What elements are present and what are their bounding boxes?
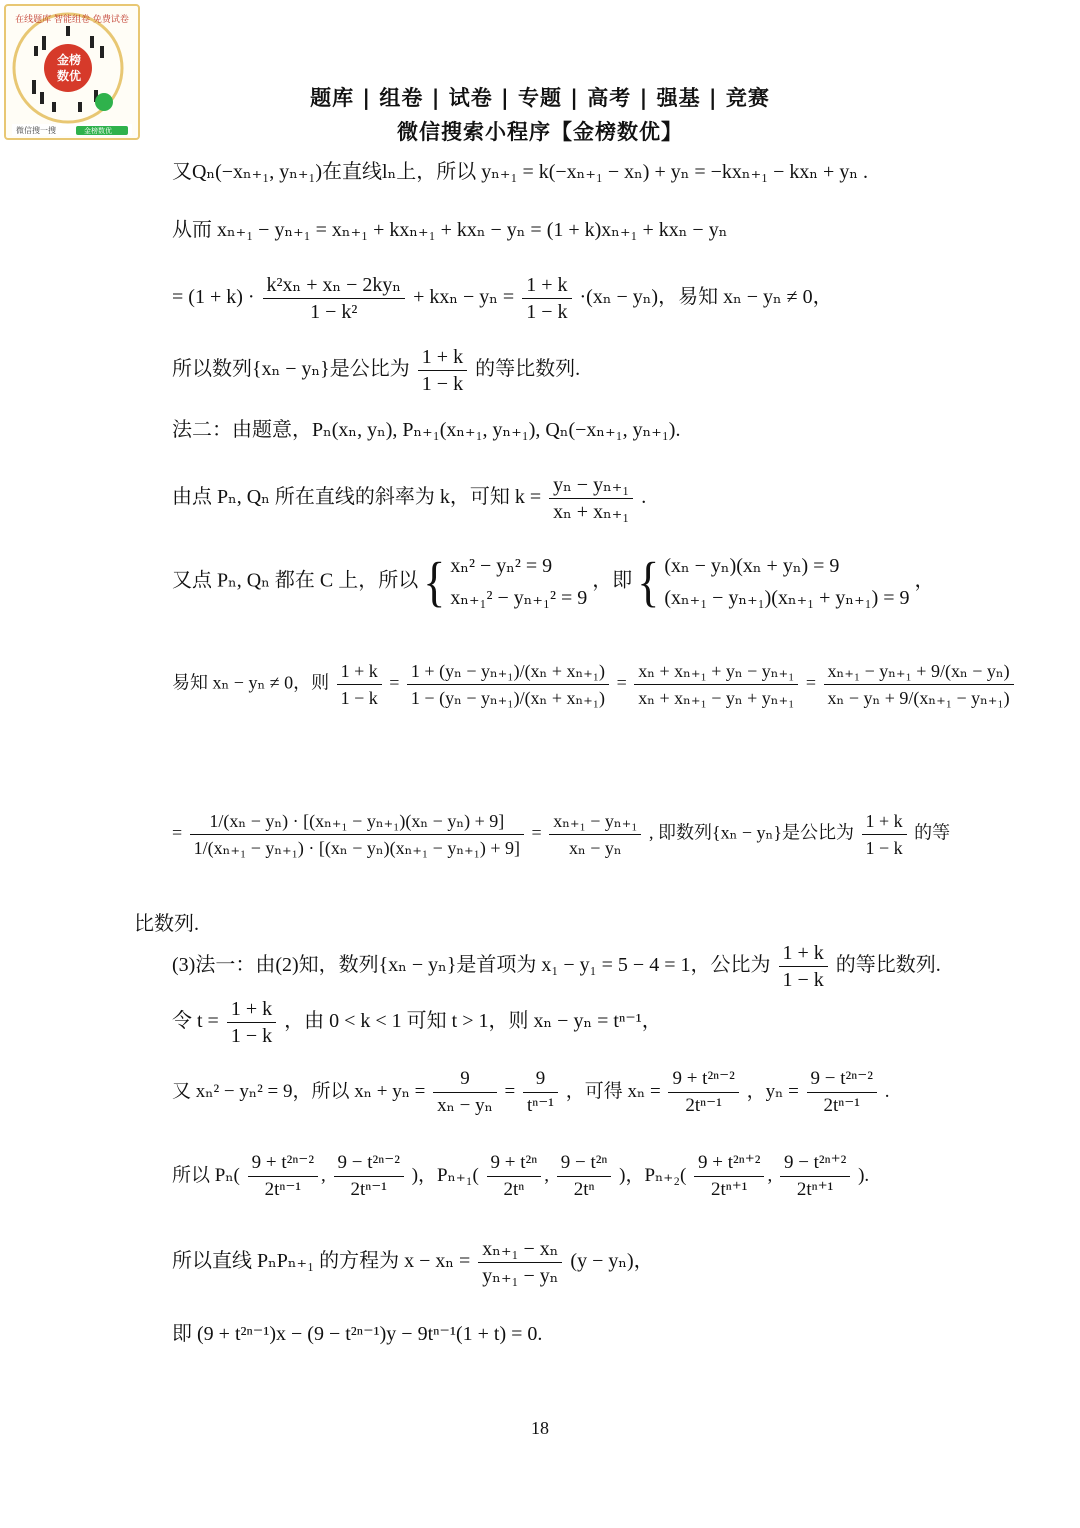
l13-post: . — [884, 1080, 890, 1102]
math-line-16: 即 (9 + t²ⁿ⁻¹)x − (9 − t²ⁿ⁻¹)y − 9tⁿ⁻¹(1 + t) = 0. — [172, 1323, 543, 1345]
l13-mid: ，可得 xₙ = — [565, 1080, 661, 1102]
l7-brace-1: { — [423, 550, 446, 612]
l7-post: ， — [914, 569, 935, 592]
math-line-3 — [172, 272, 833, 325]
l15-frac: $\frac{\text{xₙ₊₁ − xₙ}}{\text{yₙ₊₁ − yₙ}}$ — [478, 1236, 562, 1289]
header-links[interactable]: 题库 | 组卷 | 试卷 | 专题 | 高考 | 强基 | 竞赛 — [310, 86, 770, 110]
l13-frac-2: $\frac{9}{\text{tⁿ⁻¹}}$ — [523, 1066, 558, 1119]
l13-frac-1: $\frac{9}{\text{xₙ − yₙ}}$ — [433, 1066, 497, 1119]
logo-center-text-1: 金榜 — [56, 53, 81, 67]
l3-pre: = (1 + k) · — [172, 286, 255, 309]
l3-frac-1: $\frac{\text{k²xₙ + xₙ − 2kyₙ}}{\text{1 − k²}}$ — [263, 272, 406, 325]
l3-post: ·(xₙ − yₙ)，易知 xₙ − yₙ ≠ 0， — [579, 286, 833, 309]
header-subtitle: 微信搜索小程序【金榜数优】 — [397, 120, 683, 144]
l6-post: . — [641, 486, 647, 509]
logo-bottom-text: 微信搜一搜 — [16, 126, 56, 135]
l15-pre: 所以直线 PₙPₙ₊₁ 的方程为 x − xₙ = — [172, 1250, 471, 1273]
l9-frac-2: $\frac{\text{xₙ₊₁ − yₙ₊₁}}{\text{xₙ − yₙ}}$ — [549, 808, 641, 861]
l9-frac-1: $\frac{\text{1/(xₙ − yₙ) · [(xₙ₊₁ − yₙ₊₁)(xₙ − yₙ) + 9]}}{\text{1/(xₙ₊₁ − yₙ₊₁) · [(xₙ − yₙ)(xₙ₊₁ − yₙ₊₁) + 9]}}$ — [190, 808, 524, 861]
l14-p1: 所以 Pₙ( — [172, 1164, 240, 1186]
math-line-2: 从而 xₙ₊₁ − yₙ₊₁ = xₙ₊₁ + kxₙ₊₁ + kxₙ − yₙ = (1 + k)xₙ₊₁ + kxₙ − yₙ — [172, 219, 728, 241]
l7-system-2: (xₙ − yₙ)(xₙ + yₙ) = 9 (xₙ₊₁ − yₙ₊₁)(xₙ₊₁ + yₙ₊₁) = 9 — [664, 555, 910, 609]
l6-pre: 由点 Pₙ, Qₙ 所在直线的斜率为 k，可知 k = — [172, 486, 542, 509]
math-line-11 — [172, 940, 941, 993]
l4-pre: 所以数列{xₙ − yₙ}是公比为 — [172, 358, 410, 381]
l7-mid: ，即 — [592, 569, 633, 592]
l6-frac: $\frac{\text{yₙ − yₙ₊₁}}{\text{xₙ + xₙ₊₁}}$ — [549, 472, 633, 525]
l8-pre: 易知 xₙ − yₙ ≠ 0，则 — [172, 672, 330, 693]
l9-frac-3: $\frac{1 + k}{1 - k}$ — [862, 808, 907, 861]
l13-eq: = — [504, 1080, 516, 1102]
l4-post: 的等比数列. — [475, 358, 581, 381]
l9-post: 的等 — [914, 822, 951, 843]
l9-mid: , 即数列{xₙ − yₙ}是公比为 — [648, 822, 854, 843]
l4-frac: $\frac{1 + k}{1 - k}$ — [418, 344, 467, 397]
l15-post: (y − yₙ)， — [570, 1250, 654, 1273]
math-line-1: 又Qₙ(−xₙ₊₁, yₙ₊₁)在直线lₙ上，所以 yₙ₊₁ = k(−xₙ₊₁ − xₙ) + yₙ = −kxₙ₊₁ − kxₙ + yₙ . — [172, 161, 868, 183]
l12-post: ，由 0 < k < 1 可知 t > 1，则 xₙ − yₙ = tⁿ⁻¹， — [284, 1010, 662, 1033]
l8-frac-3: $\frac{\text{xₙ + xₙ₊₁ + yₙ − yₙ₊₁}}{\text{xₙ + xₙ₊₁ − yₙ + yₙ₊₁}}$ — [634, 658, 798, 711]
l11-post: 的等比数列. — [835, 954, 941, 977]
l8-frac-1: $\frac{1 + k}{1 - k}$ — [337, 658, 382, 711]
l14-frac-c1: $\frac{\text{9 + t²ⁿ⁺²}}{\text{2tⁿ⁺¹}}$ — [694, 1150, 764, 1203]
l11-frac: $\frac{1 + k}{1 - k}$ — [779, 940, 828, 993]
math-line-5: 法二：由题意，Pₙ(xₙ, yₙ), Pₙ₊₁(xₙ₊₁, yₙ₊₁), Qₙ(−xₙ₊₁, yₙ₊₁). — [172, 419, 681, 441]
math-line-8: 易知 xₙ − yₙ ≠ 0，则 $\frac{1 + k}{1 - k}$ = $\frac{\text{1 + (yₙ − yₙ₊₁)/(xₙ + xₙ₊₁)}}{\text{1 − (yₙ − yₙ₊₁)/(xₙ + xₙ₊₁)}}$ = $\frac{\text{xₙ + xₙ₊₁ + yₙ − yₙ₊₁}}{\text{xₙ + xₙ₊₁ − yₙ + yₙ₊₁}}$ = $\frac{\text{xₙ₊₁ − yₙ₊₁ + 9/(xₙ − yₙ)}}{\text{xₙ − yₙ + 9/(xₙ₊₁ − yₙ₊₁)}}$ — [172, 658, 1017, 711]
l7-brace-2: { — [637, 550, 660, 612]
l13-mid2: ，yₙ = — [746, 1080, 799, 1102]
logo-arc-text: 在线题库 智能组卷 免费试卷 — [15, 15, 129, 25]
page-number: 18 — [531, 1418, 549, 1438]
math-line-4 — [172, 344, 580, 397]
l7-pre: 又点 Pₙ, Qₙ 都在 C 上，所以 — [172, 569, 419, 592]
l14-frac-a1: $\frac{\text{9 + t²ⁿ⁻²}}{\text{2tⁿ⁻¹}}$ — [248, 1150, 318, 1203]
logo-center-text-2: 数优 — [56, 69, 81, 83]
l14-frac-b2: $\frac{\text{9 − t²ⁿ}}{\text{2tⁿ}}$ — [557, 1150, 612, 1203]
l14-frac-c2: $\frac{\text{9 − t²ⁿ⁺²}}{\text{2tⁿ⁺¹}}$ — [780, 1150, 850, 1203]
l14-p4: ). — [858, 1164, 870, 1186]
l8-frac-4: $\frac{\text{xₙ₊₁ − yₙ₊₁ + 9/(xₙ − yₙ)}}{\text{xₙ − yₙ + 9/(xₙ₊₁ − yₙ₊₁)}}$ — [824, 658, 1014, 711]
l7-system-1: xₙ² − yₙ² = 9 xₙ₊₁² − yₙ₊₁² = 9 — [450, 555, 588, 609]
math-line-9: = $\frac{\text{1/(xₙ − yₙ) · [(xₙ₊₁ − yₙ₊₁)(xₙ − yₙ) + 9]}}{\text{1/(xₙ₊₁ − yₙ₊₁) · [(xₙ − yₙ)(xₙ₊₁ − yₙ₊₁) + 9]}}$ = $\frac{\text{xₙ₊₁ − yₙ₊₁}}{\text{xₙ − yₙ}}$ , 即数列{xₙ − yₙ}是公比为 $\frac{1 + k}{1 - k}$ 的等 — [172, 808, 950, 861]
l12-pre: 令 t = — [172, 1010, 219, 1033]
l13-pre: 又 xₙ² − yₙ² = 9，所以 xₙ + yₙ = — [172, 1080, 426, 1102]
l13-frac-4: $\frac{\text{9 − t²ⁿ⁻²}}{\text{2tⁿ⁻¹}}$ — [807, 1066, 877, 1119]
l14-p3: )，Pₙ₊₂( — [619, 1164, 687, 1186]
l13-frac-3: $\frac{\text{9 + t²ⁿ⁻²}}{\text{2tⁿ⁻¹}}$ — [668, 1066, 738, 1119]
math-line-12 — [172, 996, 662, 1049]
l11-pre: (3)法一：由(2)知，数列{xₙ − yₙ}是首项为 x₁ − y₁ = 5 − 4 = 1，公比为 — [172, 954, 771, 977]
l14-frac-b1: $\frac{\text{9 + t²ⁿ}}{\text{2tⁿ}}$ — [487, 1150, 542, 1203]
math-line-10: 比数列. — [134, 913, 199, 935]
logo-bottom-badge: 金榜数优 — [84, 127, 112, 135]
math-line-7 — [172, 550, 935, 614]
math-line-14: 所以 Pₙ( $\frac{\text{9 + t²ⁿ⁻²}}{\text{2tⁿ⁻¹}}$ , $\frac{\text{9 − t²ⁿ⁻²}}{\text{2tⁿ⁻¹}}$ )，Pₙ₊₁( $\frac{\text{9 + t²ⁿ}}{\text{2tⁿ}}$ , $\frac{\text{9 − t²ⁿ}}{\text{2tⁿ}}$ )，Pₙ₊₂( $\frac{\text{9 + t²ⁿ⁺²}}{\text{2tⁿ⁺¹}}$ , $\frac{\text{9 − t²ⁿ⁺²}}{\text{2tⁿ⁺¹}}$ ). — [172, 1150, 869, 1203]
l14-p2: )，Pₙ₊₁( — [411, 1164, 479, 1186]
l14-frac-a2: $\frac{\text{9 − t²ⁿ⁻²}}{\text{2tⁿ⁻¹}}$ — [334, 1150, 404, 1203]
l3-frac-2: $\frac{1 + k}{1 - k}$ — [522, 272, 571, 325]
l12-frac: $\frac{1 + k}{1 - k}$ — [227, 996, 276, 1049]
math-line-13 — [172, 1066, 889, 1119]
math-line-6 — [172, 472, 646, 525]
l3-mid: + kxₙ − yₙ = — [413, 286, 515, 309]
l8-frac-2: $\frac{\text{1 + (yₙ − yₙ₊₁)/(xₙ + xₙ₊₁)}}{\text{1 − (yₙ − yₙ₊₁)/(xₙ + xₙ₊₁)}}$ — [407, 658, 609, 711]
math-line-15 — [172, 1236, 654, 1289]
